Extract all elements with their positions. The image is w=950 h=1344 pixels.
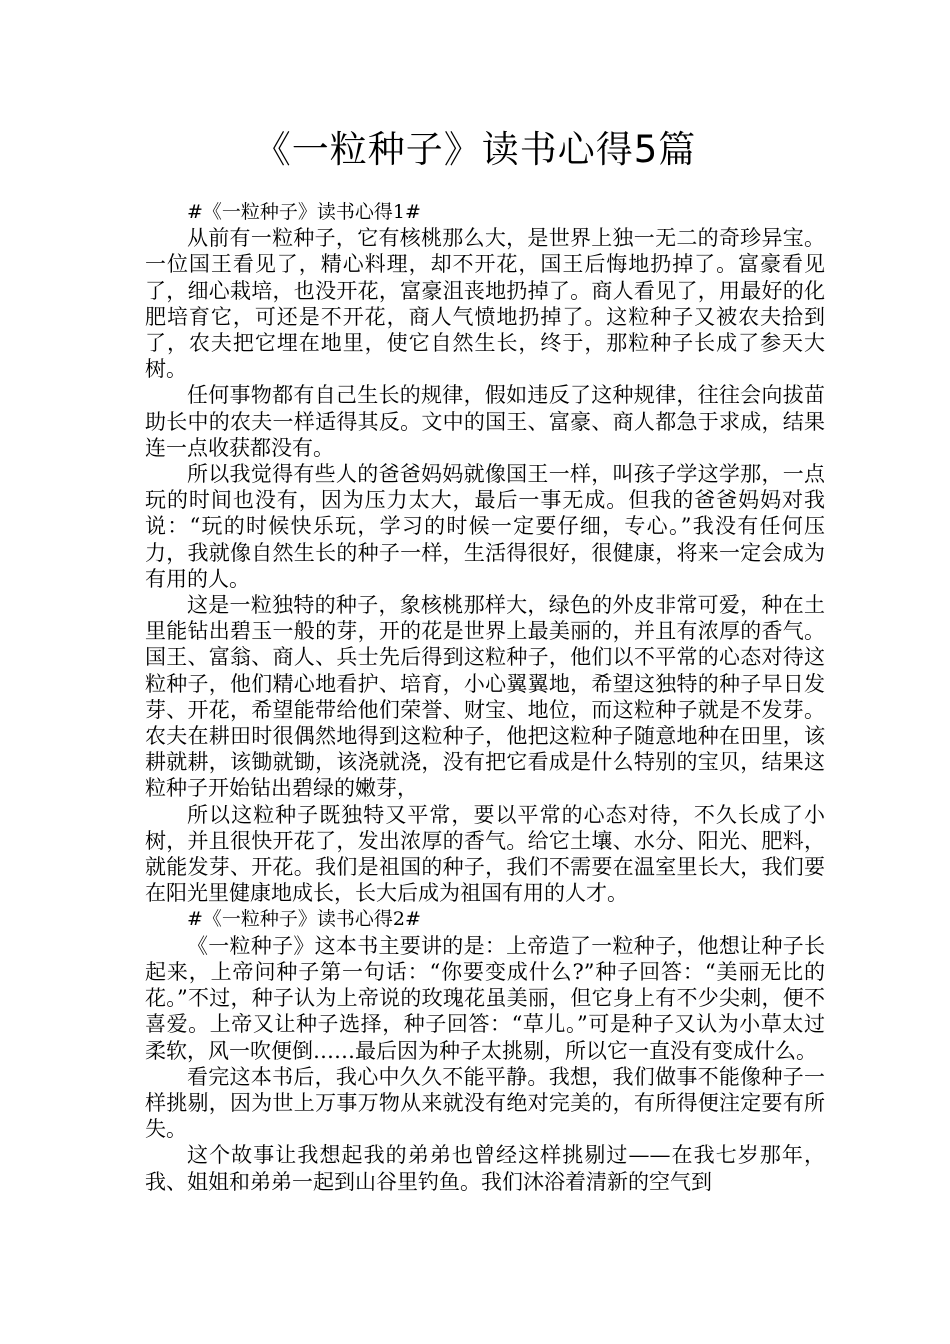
paragraph: 所以这粒种子既独特又平常，要以平常的心态对待，不久长成了小树，并且很快开花了，发出浓厚的香气。给它土壤、水分、阳光、肥料，就能发芽、开花。我们是祖国的种子，我们不需要在温室里长大，我们要在阳光里健康地成长，长大后成为祖国有用的人才。 (145, 802, 825, 906)
paragraph: 《一粒种子》这本书主要讲的是：上帝造了一粒种子，他想让种子长起来，上帝问种子第一句话：“你要变成什么?”种子回答：“美丽无比的花。”不过，种子认为上帝说的玫瑰花虽美丽，但它身上有不少尖刺，便不喜爱。上帝又让种子选择，种子回答：“草儿。”可是种子又认为小草太过柔软，风一吹便倒……最后因为种子太挑剔，所以它一直没有变成什么。 (145, 933, 825, 1063)
document-title: 《一粒种子》读书心得5篇 (253, 128, 697, 171)
paragraph: 从前有一粒种子，它有核桃那么大，是世界上独一无二的奇珍异宝。一位国王看见了，精心料理，却不开花，国王后悔地扔掉了。富豪看见了，细心栽培，也没开花，富豪沮丧地扔掉了。商人看见了，用最好的化肥培育它，可还是不开花，商人气愤地扔掉了。这粒种子又被农夫拾到了，农夫把它埋在地里，使它自然生长，终于，那粒种子长成了参天大树。 (145, 226, 825, 382)
document-body (145, 199, 825, 1195)
paragraph: 任何事物都有自己生长的规律，假如违反了这种规律，往往会向拔苗助长中的农夫一样适得其反。文中的国王、富豪、商人都急于求成，结果连一点收获都没有。 (145, 383, 825, 460)
section-heading-2: #《一粒种子》读书心得2# (187, 908, 421, 931)
paragraph: 看完这本书后，我心中久久不能平静。我想，我们做事不能像种子一样挑剔，因为世上万事万物从来就没有绝对完美的，有所得便注定要有所失。 (145, 1064, 825, 1142)
section-heading-1: #《一粒种子》读书心得1# (187, 201, 421, 223)
paragraph: 这是一粒独特的种子，象核桃那样大，绿色的外皮非常可爱，种在土里能钻出碧玉一般的芽，开的花是世界上最美丽的，并且有浓厚的香气。国王、富翁、商人、兵士先后得到这粒种子，他们以不平常的心态对待这粒种子，他们精心地看护、培育，小心翼翼地，希望这独特的种子早日发芽、开花，希望能带给他们荣誉、财宝、地位，而这粒种子就是不发芽。农夫在耕田时很偶然地得到这粒种子，他把这粒种子随意地种在田里，该耕就耕，该锄就锄，该浇就浇，没有把它看成是什么特别的宝贝，结果这粒种子开始钻出碧绿的嫩芽， (145, 593, 825, 801)
paragraph: 所以我觉得有些人的爸爸妈妈就像国王一样，叫孩子学这学那，一点玩的时间也没有，因为压力太大，最后一事无成。但我的爸爸妈妈对我说：“玩的时候快乐玩，学习的时候一定要仔细，专心。”我没有任何压力，我就像自然生长的种子一样，生活得很好，很健康，将来一定会成为有用的人。 (145, 462, 825, 591)
paragraph: 这个故事让我想起我的弟弟也曾经这样挑剔过——在我七岁那年，我、姐姐和弟弟一起到山谷里钓鱼。我们沐浴着清新的空气到 (145, 1143, 825, 1194)
